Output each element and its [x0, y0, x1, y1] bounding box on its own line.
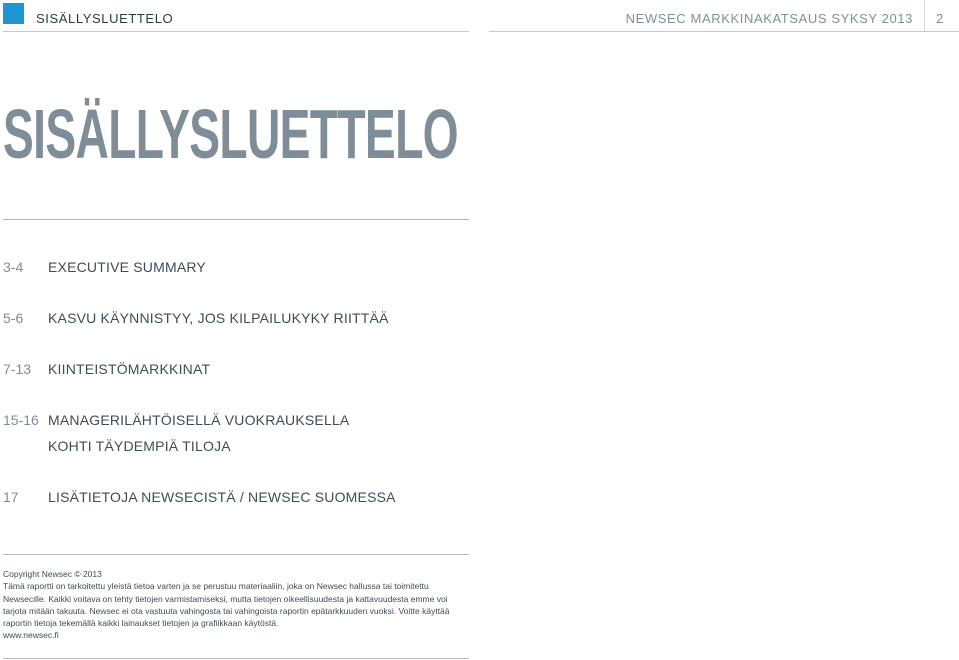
copyright-line: Newsecille. Kaikki voitava on tehty tietojen varmistamiseksi, mutta tietojen oikeellisuudesta ja kattavuudesta emme voi — [3, 593, 448, 604]
header-section-label: SISÄLLYSLUETTELO — [36, 11, 174, 26]
toc-page-range: 17 — [3, 489, 19, 505]
toc-title: KOHTI TÄYDEMPIÄ TILOJA — [48, 438, 231, 454]
page-title — [3, 94, 463, 174]
accent-square — [3, 3, 24, 24]
copyright-line: raportin tietoja tekemällä kaikki lainaukset tietojen ja grafiikkaan käytöstä. — [3, 618, 279, 629]
toc-title: KIINTEISTÖMARKKINAT — [48, 361, 211, 377]
header-publication-label: NEWSEC MARKKINAKATSAUS SYKSY 2013 — [625, 11, 913, 26]
page-title-text: SISÄLLYSLUETTELO — [3, 95, 458, 173]
toc-page-range: 3-4 — [3, 259, 24, 275]
toc-title: MANAGERILÄHTÖISELLÄ VUOKRAUKSELLA — [48, 412, 350, 428]
website-link[interactable]: www.newsec.fi — [3, 630, 59, 641]
toc-title: LISÄTIETOJA NEWSECISTÄ / NEWSEC SUOMESSA — [48, 489, 396, 505]
page-number: 2 — [936, 11, 944, 26]
header-rule-right — [489, 31, 959, 32]
page-number-divider — [924, 0, 925, 31]
toc-page-range: 15-16 — [3, 412, 39, 428]
copyright-line: Tämä raportti on tarkoitettu yleistä tietoa varten ja se perustuu materiaaliin, joka on Newsec hallussa tai toimitettu — [3, 581, 429, 592]
toc-page-range: 5-6 — [3, 310, 24, 326]
toc-title: EXECUTIVE SUMMARY — [48, 259, 206, 275]
copyright-rule-top — [3, 554, 469, 555]
toc-page-range: 7-13 — [3, 361, 32, 377]
copyright-rule-bottom — [3, 658, 469, 659]
copyright-line: Copyright Newsec © 2013 — [3, 569, 102, 579]
title-rule — [3, 219, 469, 220]
toc-title: KASVU KÄYNNISTYY, JOS KILPAILUKYKY RIITTÄÄ — [48, 310, 389, 326]
copyright-notice — [3, 568, 478, 642]
copyright-line: tarjota mitään takuuta. Newsec ei ota vastuuta vahingosta tai vahingoista raportin epätarkkuuden vuoksi. Voitte käyttää — [3, 605, 450, 616]
header-rule-left — [3, 31, 469, 32]
